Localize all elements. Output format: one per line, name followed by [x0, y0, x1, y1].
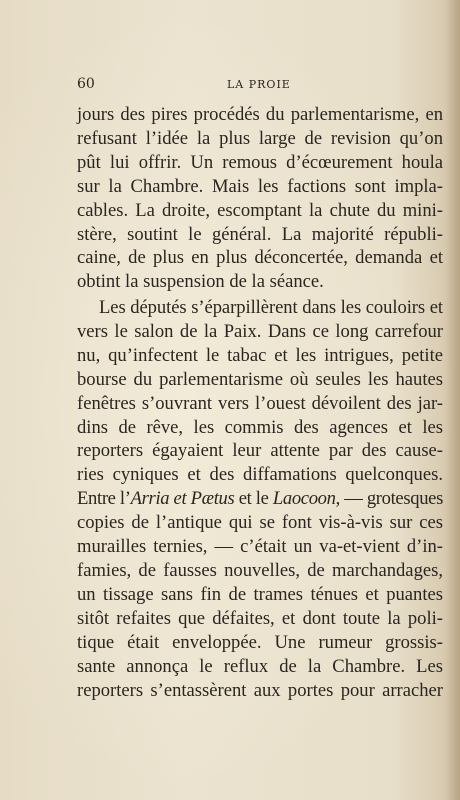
text-line: copies de l’antique qui se font vis-à-vis sur ces [77, 512, 443, 534]
text-line: vers le salon de la Paix. Dans ce long carrefour [77, 320, 443, 342]
text-line: stère, soutint le général. La majorité républi- [77, 223, 443, 245]
text-line: reporters égayaient leur attente par des cause- [77, 440, 443, 462]
text-line: un tissage sans fin de trames ténues et puantes [77, 583, 443, 605]
text-line: obtint la suspension de la séance. [77, 271, 324, 293]
page-header [77, 76, 443, 96]
text-line: jours des pires procédés du parlementarisme, en [77, 104, 443, 125]
text-line: murailles ternies, — c’était un va-et-vient d’in- [77, 536, 443, 558]
text-line: sante annonça le reflux de la Chambre. Les [77, 655, 443, 677]
running-title: LA PROIE [227, 78, 291, 91]
text-line: ries cyniques et des diffamations quelconques. [77, 464, 443, 486]
text-line: pût lui offrir. Un remous d’écœurement houla [77, 151, 443, 173]
text-line: nu, qu’infectent le tabac et les intrigues, petite [77, 344, 443, 366]
artwork-title-laocoon: Laocoon [272, 488, 336, 510]
text-line: refusant l’idée la plus large de revision qu’on [77, 127, 443, 149]
text-line: sur la Chambre. Mais les factions sont impla- [77, 175, 443, 197]
text-fragment: et le [234, 488, 273, 510]
text-line: cables. La droite, escomptant la chute du mini- [77, 199, 443, 221]
text-line: fenêtres s’ouvrant vers l’ouest dévoilent des jar- [77, 392, 443, 414]
page-edge-shadow [446, 0, 460, 800]
text-line: caine, de plus en plus déconcertée, demanda et [77, 247, 443, 269]
text-line: Les députés s’éparpillèrent dans les couloirs et [99, 297, 443, 318]
page-number: 60 [77, 76, 95, 92]
text-line: sitôt refaites que défaites, et dont toute la poli- [77, 607, 443, 629]
text-line: dins de rêve, les commis des agences et les [77, 416, 443, 438]
text-fragment: Entre l’ [77, 488, 131, 510]
paragraph-1 [77, 103, 443, 294]
text-line: bourse du parlementarisme où seules les hautes [77, 368, 443, 390]
text-fragment: , — grotesques [335, 488, 443, 510]
text-line: tique était enveloppée. Une rumeur grossis- [77, 631, 443, 653]
paragraph-2 [77, 296, 443, 702]
text-line: famies, de fausses nouvelles, de marchandages, [77, 559, 443, 581]
text-line: reporters s’entassèrent aux portes pour arracher [77, 679, 443, 701]
artwork-title-arria: Arria et Pætus [130, 488, 235, 510]
text-line-entre [77, 487, 443, 511]
